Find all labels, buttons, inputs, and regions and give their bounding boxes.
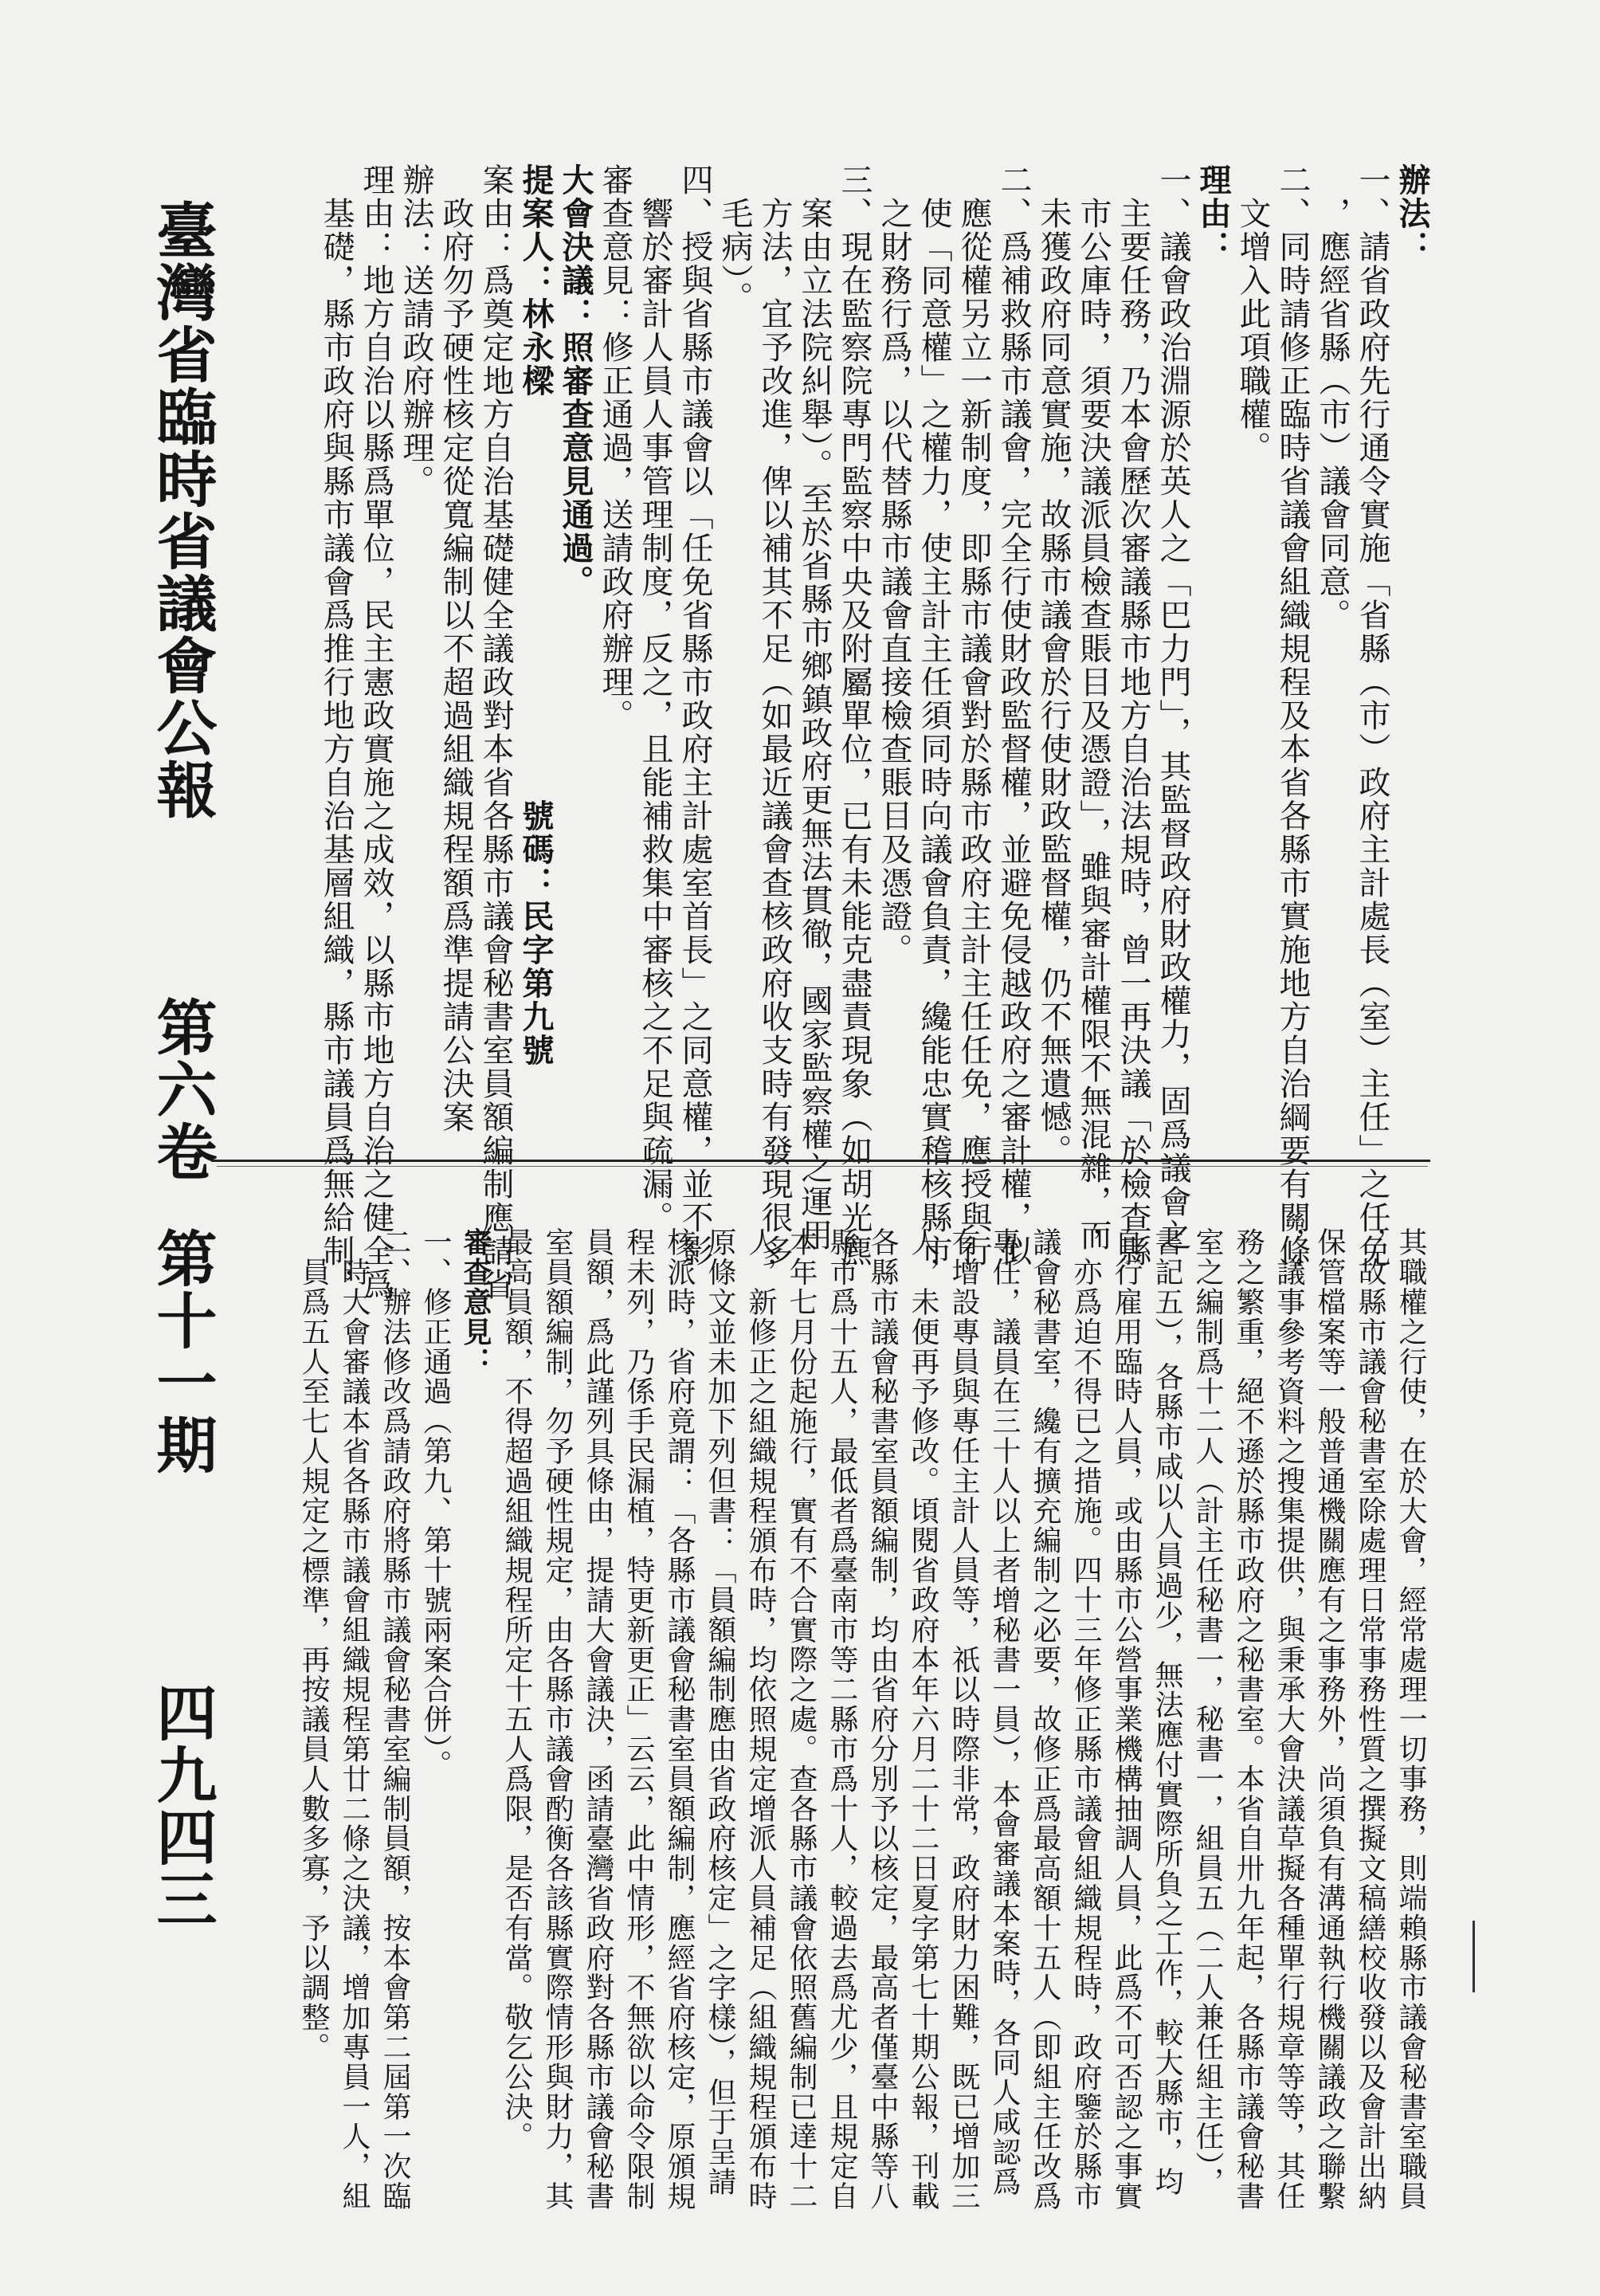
- text-line: 政府勿予硬性核定從寬編制以不超過組織規程額爲準提請公決案: [437, 163, 474, 1134]
- text-line: 案由立法院糾舉）。至於省縣市鄉鎮政府更無法貫徹，國家監察權之運用: [796, 163, 833, 1252]
- text-line: ，議事參考資料之搜集提供，與秉承大會決議草擬各種單行規章等等，其任: [1273, 1227, 1305, 2212]
- text-line: 辦法：送請政府辦理。: [398, 163, 434, 498]
- page-header: [104, 199, 239, 2152]
- text-line: 最高員額，不得超過組織規程所定十五人爲限，是否有當。敬乞公決。: [500, 1227, 533, 2152]
- margin-mark: [1473, 1921, 1475, 1992]
- volume-label: 第六卷: [147, 996, 218, 1183]
- text-line: 二、同時請修正臨時省議會組織規程及本省各縣市實施地方自治綱要有關條: [1274, 163, 1311, 1268]
- gazette-title: 臺灣省臨時省議會公報: [147, 199, 218, 821]
- text-line: 文增入此項職權。: [1234, 163, 1271, 465]
- section-divider: [211, 1160, 1430, 1162]
- text-line: 原條文並未加下列但書：「員額編制應由省政府核定」之字樣），但于呈請: [704, 1227, 736, 2197]
- text-line: 有增設專員與專任主計人員等，祇以時際非常，政府財力困難，既已增加三: [947, 1227, 980, 2212]
- review-opinion: 審查意見：修正通過，送請政府辦理。: [597, 163, 633, 732]
- text-line: 二、辦法修改爲請政府將縣市議會秘書室編制員額，按本會第二屆第一次臨: [378, 1227, 411, 2212]
- text-line: 專任，議員在三十人以上者增秘書一員），本會審議本案時，各同人咸認爲: [988, 1227, 1021, 2197]
- text-line: 一、請省政府先行通令實施「省縣（市）政府主計處長（室）主任」之任免: [1354, 163, 1390, 1268]
- text-line: 之財務行爲，以代替縣市議會直接檢查賬目及憑證。: [876, 163, 912, 967]
- text-line: 市公庫時，須要決議派員檢查賬目及憑證」，雖與審計權限不無混雜，而: [1075, 163, 1112, 1252]
- text-line: 使「同意權」之權力，使主計主任須同時向議會負責，纔能忠實稽核縣市: [916, 163, 952, 1268]
- heading-method: 辦法：: [1394, 163, 1431, 264]
- text-line: 一、議會政治淵源於英人之「巴力門」，其監督政府財政權力，固爲議會之: [1155, 163, 1191, 1252]
- heading-reason: 理由：: [1194, 163, 1232, 264]
- text-line: 基礎，縣市政府與縣市議會爲推行地方自治基層組織，縣市議員爲無給制，: [318, 163, 355, 1301]
- section-divider-thin: [217, 1166, 1428, 1167]
- text-line: 縣市爲十五人，最低者爲臺南市等二縣市爲十人，較過去爲尤少，且規定自: [825, 1227, 858, 2212]
- text-line: 員額，爲此謹列具條由，提請大會議決，函請臺灣省政府對各縣市議會秘書: [582, 1227, 614, 2212]
- text-line: 書記五），各縣市咸以人員過少，無法應付實際所負之工作，較大縣市，均: [1151, 1227, 1183, 2197]
- text-line: 人，未便再予修改。頃閱省政府本年六月二十二日夏字第七十期公報，刊載: [907, 1227, 939, 2212]
- text-line: 響於審計人員人事管理制度，反之，且能補救集中審核之不足與疏漏。: [637, 163, 673, 1234]
- assembly-resolution: 大會決議：照審查意見通過。: [557, 163, 594, 599]
- text-line: 二、爲補救縣市議會，完全行使財政監督權，並避免侵越政府之審計權，似: [995, 163, 1032, 1268]
- text-line: 員爲五人至七人規定之標準，再按議員人數多寡，予以調整。: [297, 1227, 330, 2062]
- text-line: ，應經省縣（市）議會同意。: [1314, 163, 1351, 632]
- text-line: 本年七月份起施行，實有不合實際之處。查各縣市議會依照舊編制已達十二: [785, 1227, 818, 2212]
- text-line: 主要任務，乃本會歷次審議縣市地方自治法規時，曾一再決議「於檢查縣: [1115, 163, 1151, 1268]
- text-line: 四、授與省縣市議會以「任免省縣市政府主計處室首長」之同意權，並不影: [676, 163, 713, 1268]
- text-line: 議會秘書室，纔有擴充編制之必要，故修正爲最高額十五人（即組主任改爲: [1029, 1227, 1061, 2212]
- text-line: 理由：地方自治以縣爲單位，民主憲政實施之成效，以縣市地方自治之健全爲: [358, 163, 394, 1301]
- text-line: 應從權另立一新制度，即縣市議會對於縣市政府主計主任任免，應授與行: [955, 163, 992, 1268]
- text-line: 毛病）。: [716, 163, 753, 315]
- text-line: 程未列，乃係手民漏植，特更新更正」云云，此中情形，不無欲以命令限制: [622, 1227, 655, 2212]
- text-line: 其職權之行使，在於大會，經常處理一切事務，則端賴縣市議會秘書室職員: [1394, 1227, 1427, 2212]
- text-line: 務之繁重，絕不遜於縣市政府之秘書室。本省自卅九年起，各縣市議會秘書: [1232, 1227, 1265, 2212]
- review-heading: 審查意見：: [459, 1227, 492, 1376]
- proposer-line: 提案人：林永樑 號碼：民字第九號: [517, 163, 555, 1067]
- text-line: ，亦爲迫不得已之措施。四十三年修正縣市議會組織規程時，政府鑒於縣市: [1069, 1227, 1102, 2212]
- text-line: 人，新修正之組織規程頒布時，均依照規定增派人員補足（組織規程頒布時: [744, 1227, 777, 2212]
- text-line: ，故縣市議會秘書室除處理日常事務性質之撰擬文稿繕校收發以及會計出納: [1354, 1227, 1386, 2212]
- text-line: 室之編制爲十二人（計主任秘書一，秘書一，組員五（二人兼任組主任），: [1191, 1227, 1224, 2197]
- text-line: 時大會審議本省各縣市議會組織規程第廿二條之決議，增加專員一人，組: [338, 1227, 371, 2212]
- text-line: 核派時，省府竟謂：「各縣市議會秘書室員額編制，應經省府核定，原頒規: [663, 1227, 696, 2212]
- text-line: 各縣市議會秘書室員額編制，均由省府分別予以核定，最高者僅臺中縣等八: [866, 1227, 899, 2212]
- case-title: 案由：爲奠定地方自治基礎健全議政對本省各縣市議會秘書室員額編制應請省: [477, 163, 514, 1301]
- text-line: 保管檔案等一般普通機關應有之事務外，尚須負有溝通執行機關議政之聯繫: [1313, 1227, 1346, 2212]
- text-line: 一、修正通過（第九、第十號兩案合併）。: [419, 1227, 452, 1780]
- text-line: 未獲政府同意實施，故縣市議會於行使財政監督權，仍不無遺憾。: [1035, 163, 1072, 1168]
- text-line: 室員額編制，勿予硬性規定，由各縣市議會酌衡各該縣實際情形與財力，其: [541, 1227, 574, 2212]
- text-line: 方法，宜予改進，俾以補其不足（如最近議會查核政府收支時有發現很多: [756, 163, 793, 1268]
- text-line: 自行雇用臨時人員，或由縣市公營事業機構抽調人員，此爲不可否認之事實: [1110, 1227, 1143, 2212]
- text-line: 三、現在監察院專門監察中央及附屬單位，已有未能克盡責現象（如胡光麃: [836, 163, 873, 1268]
- page-number: 四九四三: [147, 1682, 218, 1930]
- issue-label: 第十一期: [147, 1227, 218, 1476]
